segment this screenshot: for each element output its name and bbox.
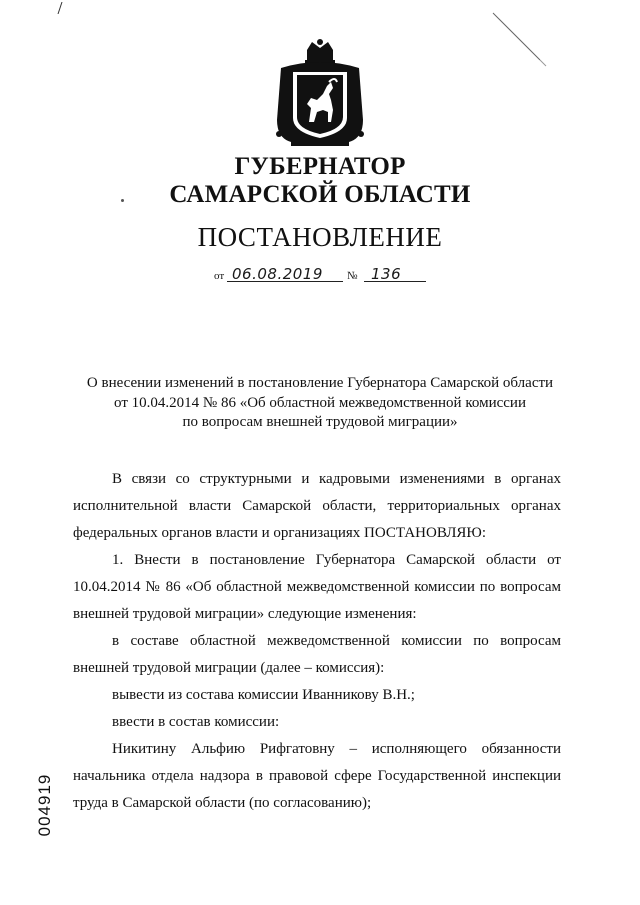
paragraph-remove-member: вывести из состава комиссии Иванникову В.Н.;: [112, 687, 415, 703]
handwritten-number: 136: [371, 265, 402, 283]
subject-line: по вопросам внешней трудовой миграции»: [182, 414, 458, 430]
handwritten-date: 06.08.2019: [232, 265, 323, 283]
document-type: ПОСТАНОВЛЕНИЕ: [197, 222, 443, 252]
stamp-number: 004919: [35, 773, 54, 837]
date-number-line: [214, 262, 434, 286]
paragraph-preamble: В связи со структурными и кадровыми изменениями в органах исполнительной власти Самарской области, территориальных органах федеральных органов власти и организациях ПОСТАНОВЛЯЮ:: [73, 471, 561, 541]
subject-line: О внесении изменений в постановление Губернатора Самарской области: [86, 375, 554, 391]
registration-stamp: [35, 770, 55, 840]
samara-coat-of-arms-icon: [271, 38, 369, 150]
scan-mark: [57, 2, 63, 14]
paragraph-item-1: 1. Внести в постановление Губернатора Самарской области от 10.04.2014 № 86 «Об областной межведомственной комиссии по вопросам внешней трудовой миграции» следующие изменения:: [73, 552, 561, 622]
date-from-label: от: [214, 270, 225, 282]
paragraph-composition: в составе областной межведомственной комиссии по вопросам внешней трудовой миграции (далее – комиссия):: [73, 633, 561, 676]
document-subject: [60, 374, 580, 433]
issuer-title: ГУБЕРНАТОР: [234, 153, 406, 180]
number-label: №: [347, 270, 358, 282]
paragraph-new-member: Никитину Альфию Рифгатовну – исполняющего обязанности начальника отдела надзора в правовой сфере Государственной инспекции труда в Самарской области (по согласованию);: [73, 741, 561, 811]
document-body: [73, 466, 561, 817]
paragraph-add-members: ввести в состав комиссии:: [112, 714, 280, 730]
subject-line: от 10.04.2014 № 86 «Об областной межведомственной комиссии: [114, 394, 526, 411]
issuer-region: САМАРСКОЙ ОБЛАСТИ: [169, 181, 471, 208]
